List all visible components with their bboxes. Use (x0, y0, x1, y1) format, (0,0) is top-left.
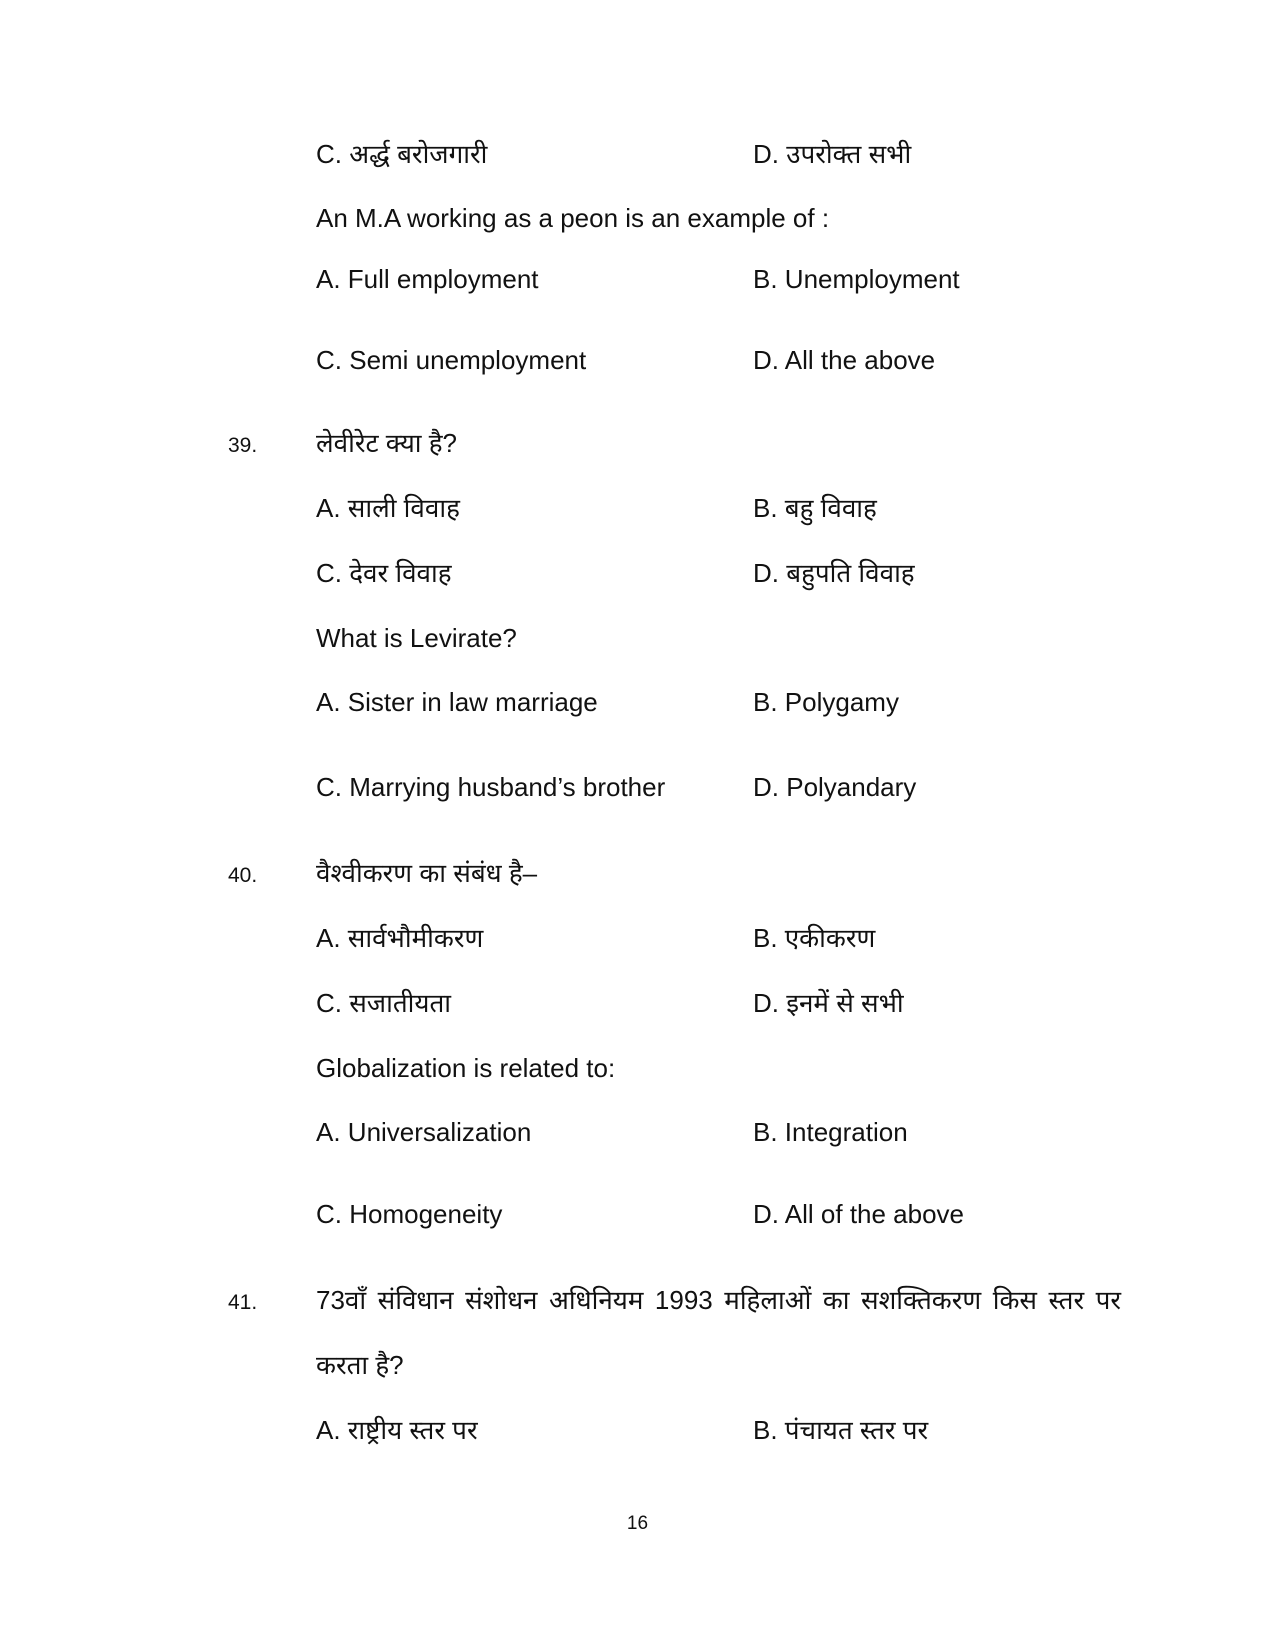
q38-english-option-d: D. All the above (753, 345, 936, 375)
q40-english-option-b: B. Integration (753, 1117, 908, 1147)
q40-hindi-question: वैश्वीकरण का संबंध है– (316, 858, 538, 888)
q39-english-option-b: B. Polygamy (753, 687, 899, 717)
q39-english-option-a: A. Sister in law marriage (316, 687, 598, 717)
q38-english-option-a: A. Full employment (316, 264, 539, 294)
q39-hindi-option-c: C. देवर विवाह (316, 558, 452, 588)
page-number: 16 (626, 1513, 649, 1534)
q40-hindi-option-d: D. इनमें से सभी (753, 988, 904, 1018)
q41-hindi-option-a: A. राष्ट्रीय स्तर पर (316, 1415, 478, 1445)
q40-number: 40. (228, 864, 258, 887)
q39-hindi-question: लेवीरेट क्या है? (316, 428, 457, 458)
q41-hindi-question-line1: 73वाँ संविधान संशोधन अधिनियम 1993 महिलाओं का सशक्तिकरण किस स्तर पर (316, 1285, 1121, 1315)
q39-number: 39. (228, 434, 258, 457)
q38-english-question: An M.A working as a peon is an example of : (316, 203, 830, 233)
q38-english-option-c: C. Semi unemployment (316, 345, 587, 375)
q39-hindi-option-d: D. बहुपति विवाह (753, 558, 915, 588)
q41-number: 41. (228, 1291, 258, 1314)
q39-english-question: What is Levirate? (316, 623, 517, 653)
q41-hindi-option-b: B. पंचायत स्तर पर (753, 1415, 929, 1445)
q38-hindi-option-c: C. अर्द्ध बरोजगारी (316, 139, 488, 169)
q40-hindi-option-b: B. एकीकरण (753, 923, 876, 953)
q40-english-option-c: C. Homogeneity (316, 1199, 503, 1229)
q38-english-option-b: B. Unemployment (753, 264, 960, 294)
q41-hindi-question-line2: करता है? (316, 1350, 404, 1380)
q40-english-option-d: D. All of the above (753, 1199, 965, 1229)
q40-hindi-option-c: C. सजातीयता (316, 988, 452, 1018)
q40-hindi-option-a: A. सार्वभौमीकरण (316, 923, 484, 953)
q38-hindi-option-d: D. उपरोक्त सभी (753, 139, 912, 169)
q39-hindi-option-b: B. बहु विवाह (753, 493, 877, 523)
q39-hindi-option-a: A. साली विवाह (316, 493, 460, 523)
q40-english-question: Globalization is related to: (316, 1053, 616, 1083)
q39-english-option-c: C. Marrying husband’s brother (316, 772, 666, 802)
q39-english-option-d: D. Polyandary (753, 772, 917, 802)
q40-english-option-a: A. Universalization (316, 1117, 532, 1147)
